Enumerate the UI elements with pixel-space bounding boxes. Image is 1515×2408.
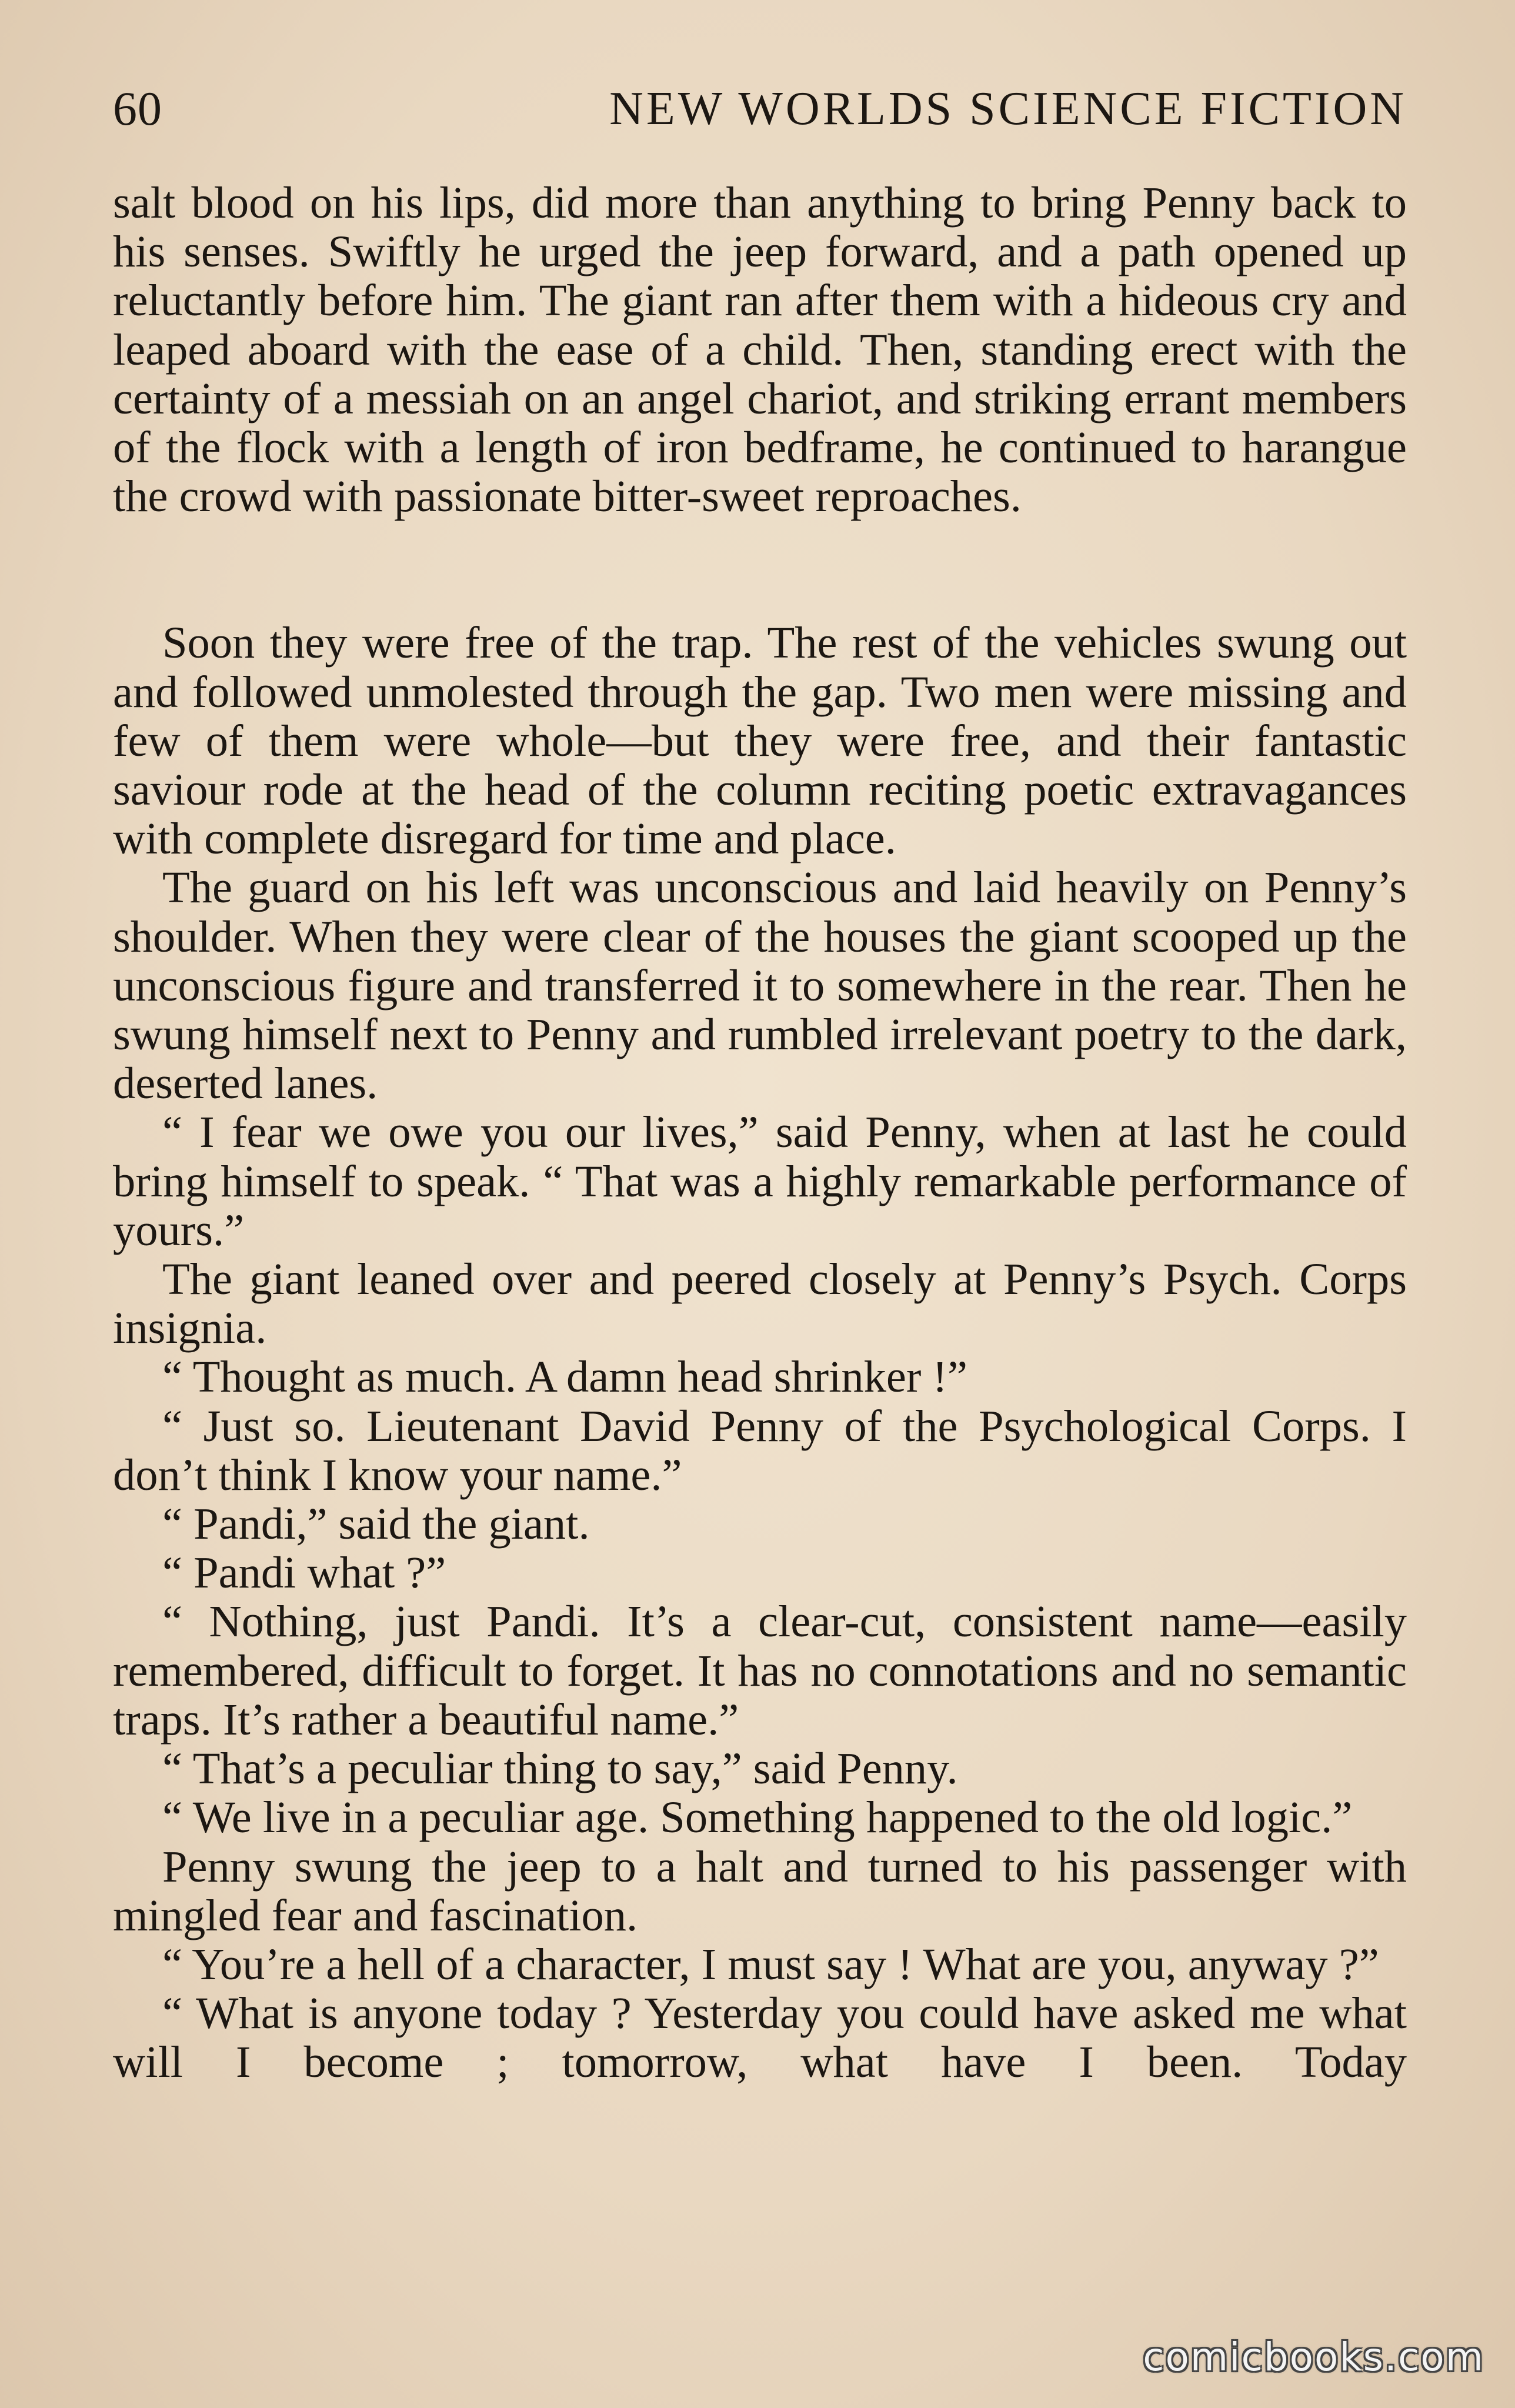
page-number: 60	[113, 82, 162, 135]
paragraph: “ Pandi what ?”	[162, 1547, 446, 1598]
body-text	[113, 178, 1407, 2087]
paragraph: The giant leaned over and peered closely at Penny’s Psych. Corps insignia.	[113, 1254, 1407, 1353]
paragraph: “ You’re a hell of a character, I must say ! What are you, anyway ?”	[162, 1939, 1379, 1989]
paragraph: “ Pandi,” said the giant.	[162, 1499, 590, 1549]
paragraph: “ What is anyone today ? Yesterday you could have asked me what will I become ; tomorrow, what have I been. Today	[113, 1988, 1407, 2087]
running-head: NEW WORLDS SCIENCE FICTION	[609, 83, 1407, 135]
paragraph: “ Thought as much. A damn head shrinker !”	[162, 1352, 967, 1402]
paragraph: The guard on his left was unconscious and laid heavily on Penny’s shoulder. When they were clear of the houses the giant scooped up the unconscious figure and transferred it to somewhere in the rear. Then he swung himself next to Penny and rumbled irrelevant poetry to the dark, deserted lanes.	[113, 862, 1407, 1109]
paragraph: “ I fear we owe you our lives,” said Penny, when at last he could bring himself to speak. “ That was a highly remarkable performance of yours.”	[113, 1107, 1407, 1255]
watermark: comicbooks.com	[1143, 2334, 1484, 2380]
section-break	[113, 521, 1407, 618]
paragraph: “ We live in a peculiar age. Something happened to the old logic.”	[162, 1792, 1353, 1843]
paragraph: Soon they were free of the trap. The rest of the vehicles swung out and followed unmolested through the gap. Two men were missing and few of them were whole—but they were free, and their fantastic saviour rode at the head of the column reciting poetic extravagances with complete disregard for time and place.	[113, 618, 1407, 864]
paragraph: “ That’s a peculiar thing to say,” said Penny.	[162, 1743, 958, 1794]
paragraph: “ Nothing, just Pandi. It’s a clear-cut, consistent name—easily remembered, difficult to forget. It has no connotations and no semantic traps. It’s rather a beautiful name.”	[113, 1596, 1407, 1745]
paragraph: Penny swung the jeep to a halt and turned to his passenger with mingled fear and fascination.	[113, 1841, 1407, 1940]
paragraph: salt blood on his lips, did more than anything to bring Penny back to his senses. Swiftly he urged the jeep forward, and a path opened up reluctantly before him. The giant ran after them with a hideous cry and leaped aboard with the ease of a child. Then, standing erect with the certainty of a messiah on an angel chariot, and striking errant members of the flock with a length of iron bedframe, he continued to harangue the crowd with passionate bitter-sweet reproaches.	[113, 178, 1407, 522]
paragraph: “ Just so. Lieutenant David Penny of the Psychological Corps. I don’t think I know your name.”	[113, 1400, 1407, 1500]
page-header	[113, 76, 1407, 141]
